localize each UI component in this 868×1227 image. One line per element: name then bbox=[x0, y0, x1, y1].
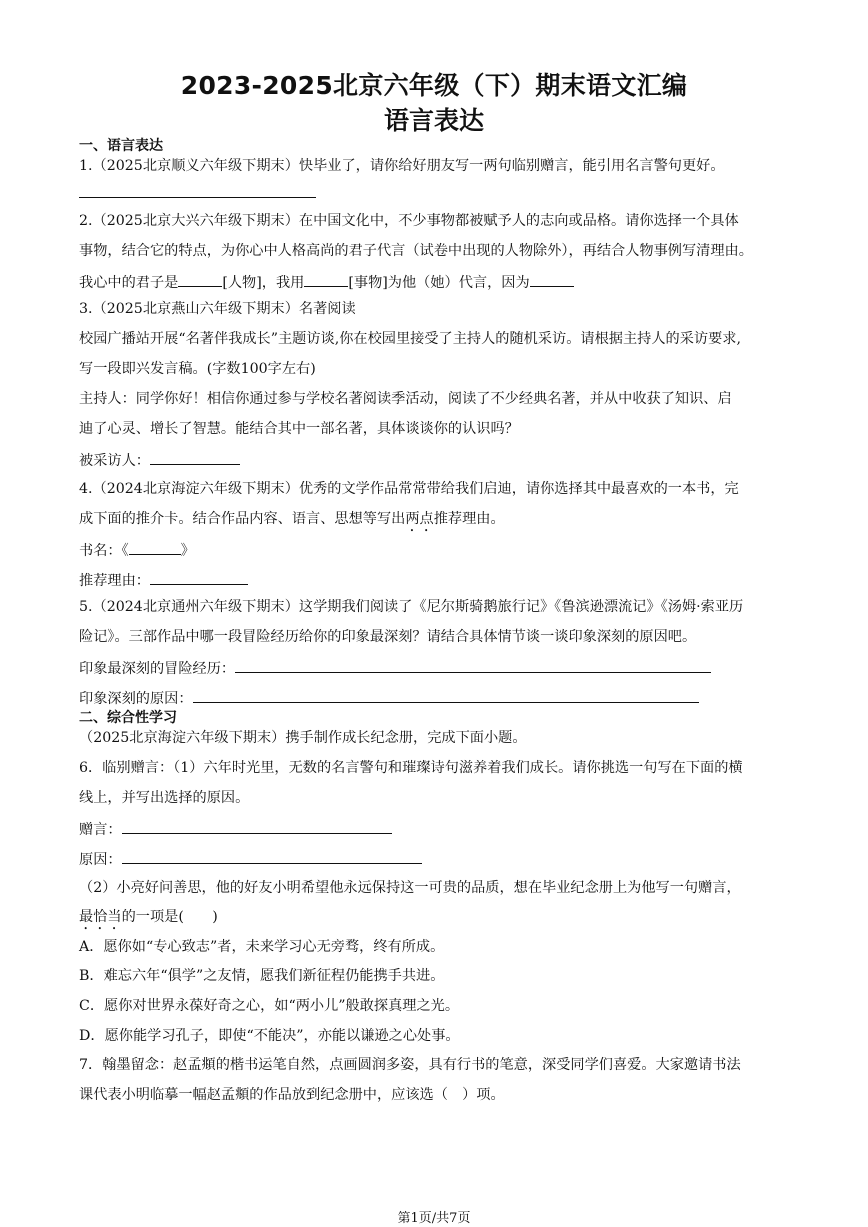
q5-line-2: 险记》。三部作品中哪一段冒险经历给你的印象最深刻？请结合具体情节谈一谈印象深刻的原因吧。 bbox=[79, 629, 697, 645]
section-heading-2: 二、综合性学习 bbox=[79, 710, 177, 726]
q2-part-b: [人物]，我用 bbox=[222, 275, 305, 291]
q3-line-4: 主持人：同学你好！相信你通过参与学校名著阅读季活动，阅读了不少经典名著，并从中收获了知识、启 bbox=[79, 391, 732, 407]
q4-book-line bbox=[79, 540, 195, 560]
section-heading-1: 一、语言表达 bbox=[79, 138, 163, 154]
q6-reason-label: 原因： bbox=[79, 852, 122, 868]
q3-line-5: 迪了心灵、增长了智慧。能结合其中一部名著，具体谈谈你的认识吗？ bbox=[79, 421, 519, 437]
q4-book-close: 》 bbox=[180, 543, 195, 559]
q6-motto-label: 赠言： bbox=[79, 822, 122, 838]
q5-reason-blank bbox=[193, 688, 699, 703]
q3-interviewee-line bbox=[79, 450, 240, 470]
q4-book-blank bbox=[129, 540, 181, 555]
q6-reason-blank bbox=[122, 849, 422, 864]
q6-reason-line bbox=[79, 849, 422, 869]
q2-line-1: 2.（2025北京大兴六年级下期末）在中国文化中，不少事物都被赋予人的志向或品格。请你选择一个具体 bbox=[79, 213, 739, 229]
q5-reason-label: 印象深刻的原因： bbox=[79, 691, 193, 707]
q1-text: 1.（2025北京顺义六年级下期末）快毕业了，请你给好朋友写一两句临别赠言，能引用名言警句更好。 bbox=[79, 158, 725, 174]
q4-reason-label: 推荐理由： bbox=[79, 573, 150, 589]
q2-part-c: [事物]为他（她）代言，因为 bbox=[348, 275, 530, 291]
q5-line-1: 5.（2024北京通州六年级下期末）这学期我们阅读了《尼尔斯骑鹅旅行记》《鲁滨逊漂流记》《汤姆·索亚历 bbox=[79, 599, 744, 615]
q7-line-2: 课代表小明临摹一幅赵孟頫的作品放到纪念册中，应该选（ ）项。 bbox=[79, 1087, 505, 1103]
q6-line-6 bbox=[79, 908, 218, 933]
q4-line-2-a: 成下面的推介卡。结合作品内容、语言、思想等写出 bbox=[79, 511, 406, 527]
q3-line-2: 校园广播站开展“名著伴我成长”主题访谈,你在校园里接受了主持人的随机采访。请根据主持人的采访要求, bbox=[79, 331, 741, 347]
q4-book-label: 书名：《 bbox=[79, 543, 129, 559]
q4-line-2-c: 推荐理由。 bbox=[433, 511, 505, 527]
q6-option-a: A．愿你如“专心致志”者，未来学习心无旁骛，终有所成。 bbox=[79, 939, 445, 955]
q6-motto-blank bbox=[122, 819, 392, 834]
document-subtitle: 语言表达 bbox=[383, 106, 484, 135]
q2-part-a: 我心中的君子是 bbox=[79, 275, 179, 291]
q6-emphasis-text: 最恰当 bbox=[79, 909, 122, 925]
q3-interviewee-label: 被采访人： bbox=[79, 453, 150, 469]
q6-line-5: （2）小亮好问善思，他的好友小明希望他永远保持这一可贵的品质，想在毕业纪念册上为他写一句赠言， bbox=[79, 880, 741, 896]
page-footer: 第1页/共7页 bbox=[397, 1211, 471, 1226]
q6-option-d: D．愿你能学习孔子，即使“不能决”，亦能以谦逊之心处事。 bbox=[79, 1028, 460, 1044]
q1-answer-line bbox=[79, 183, 316, 203]
q2-line-2: 事物，结合它的特点，为你心中人格高尚的君子代言（试卷中出现的人物除外），再结合人物事例写清理由。 bbox=[79, 243, 753, 259]
q7-line-1: 7．翰墨留念：赵孟頫的楷书运笔自然，点画圆润多姿，具有行书的笔意，深受同学们喜爱。大家邀请书法 bbox=[79, 1057, 741, 1073]
q6-line-1: 6．临别赠言：（1）六年时光里，无数的名言警句和璀璨诗句滋养着我们成长。请你挑选一句写在下面的横 bbox=[79, 760, 743, 776]
q6-line-2: 线上，并写出选择的原因。 bbox=[79, 790, 250, 806]
q6-line-6-b: 的一项是( ) bbox=[121, 909, 218, 925]
q4-reason-line bbox=[79, 570, 248, 590]
q5-experience-line bbox=[79, 658, 711, 678]
q2-blank-person bbox=[178, 272, 222, 287]
q4-line-1: 4.（2024北京海淀六年级下期末）优秀的文学作品常常带给我们启迪，请你选择其中最喜欢的一本书，完 bbox=[79, 481, 739, 497]
q2-blank-reason bbox=[530, 272, 574, 287]
q6-option-c: C．愿你对世界永葆好奇之心，如“两小儿”般敢探真理之光。 bbox=[79, 998, 460, 1014]
q5-experience-blank bbox=[235, 658, 711, 673]
q6-option-b: B．难忘六年“俱学”之友情，愿我们新征程仍能携手共进。 bbox=[79, 968, 445, 984]
q3-line-1: 3.（2025北京燕山六年级下期末）名著阅读 bbox=[79, 301, 356, 317]
q5-reason-line bbox=[79, 688, 699, 708]
q3-line-3: 写一段即兴发言稿。(字数100字左右) bbox=[79, 361, 316, 377]
q6-motto-line bbox=[79, 819, 392, 839]
q4-emphasis-text: 两点 bbox=[405, 511, 434, 527]
q4-line-2 bbox=[79, 510, 505, 535]
q2-blank-thing bbox=[304, 272, 348, 287]
document-title: 2023-2025北京六年级（下）期末语文汇编 bbox=[180, 71, 688, 100]
q3-answer-blank bbox=[150, 450, 240, 465]
q2-fill-line bbox=[79, 272, 574, 292]
q5-experience-label: 印象最深刻的冒险经历： bbox=[79, 661, 236, 677]
q4-reason-blank bbox=[150, 570, 248, 585]
section2-intro: （2025北京海淀六年级下期末）携手制作成长纪念册，完成下面小题。 bbox=[79, 730, 527, 746]
